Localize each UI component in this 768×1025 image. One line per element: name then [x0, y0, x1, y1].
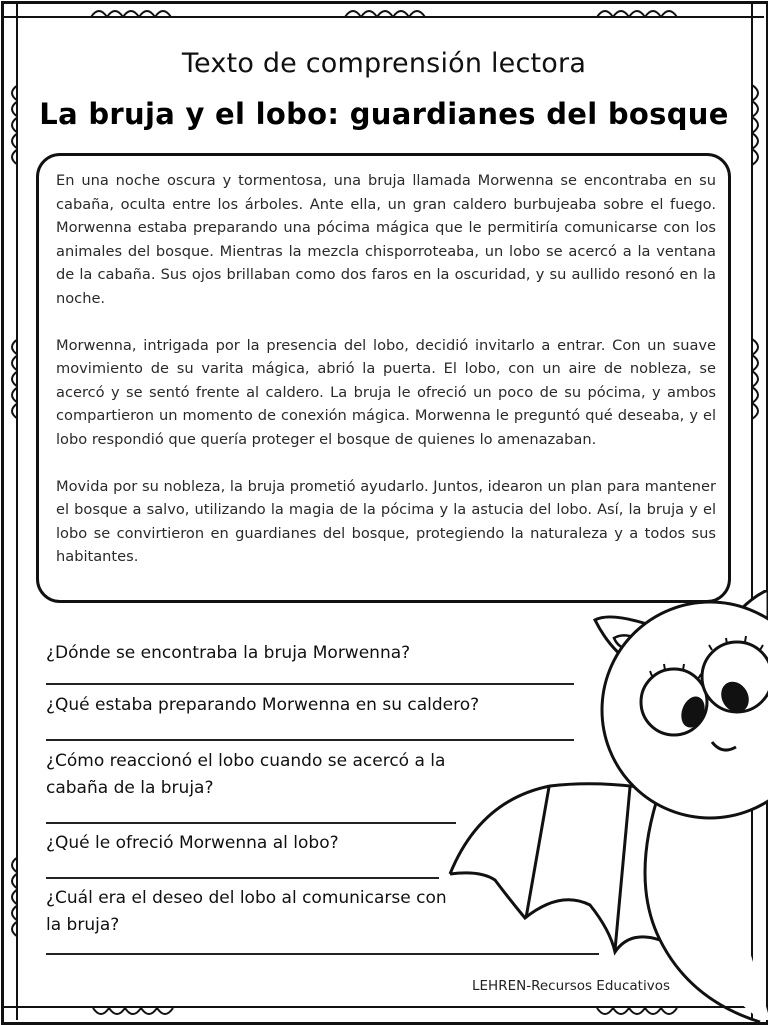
question-5-line-1: ¿Cuál era el deseo del lobo al comunicarse con: [46, 888, 447, 908]
question-5-line-2: la bruja?: [46, 915, 120, 935]
worksheet-subtitle: Texto de comprensión lectora: [181, 48, 587, 79]
question-3-line-2: cabaña de la bruja?: [46, 778, 214, 798]
answer-line-4[interactable]: [46, 877, 439, 879]
question-1: ¿Dónde se encontraba la bruja Morwenna?: [46, 643, 411, 663]
story-paragraph-2: Morwenna, intrigada por la presencia del lobo, decidió invitarlo a entrar. Con un suave movimiento de su varita mágica, abrió la puerta. El lobo, con un aire de nobleza, se acercó y se sentó frente al caldero. La bruja le ofreció un poco de su pócima, y ambos compartieron un momento de conexión mágica. Morwenna le preguntó qué deseaba, y el lobo respondió que quería proteger el bosque de quienes lo amenazaban.: [56, 336, 716, 448]
story-title: La bruja y el lobo: guardianes del bosque: [39, 97, 729, 131]
scallop-top-left-decoration: [90, 5, 174, 17]
answer-line-3[interactable]: [46, 822, 456, 824]
scallop-left-middle-decoration: [6, 338, 18, 422]
answer-line-1[interactable]: [46, 683, 574, 685]
bat-illustration: [440, 590, 768, 1024]
answer-line-2[interactable]: [46, 739, 574, 741]
story-text: [56, 169, 716, 569]
answer-line-5[interactable]: [46, 953, 599, 955]
scallop-top-center-decoration: [344, 5, 428, 17]
question-3-line-1: ¿Cómo reaccionó el lobo cuando se acercó a la: [46, 751, 446, 771]
scallop-bottom-left-decoration: [92, 1008, 176, 1020]
publisher-credit: LEHREN-Recursos Educativos: [472, 978, 670, 994]
question-4: ¿Qué le ofreció Morwenna al lobo?: [46, 833, 339, 853]
story-box: [36, 153, 731, 603]
story-paragraph-3: Movida por su nobleza, la bruja prometió ayudarlo. Juntos, idearon un plan para mantener el bosque a salvo, utilizando la magia de la pócima y la astucia del lobo. Así, la bruja y el lobo se convirtieron en guardianes del bosque, protegiendo la naturaleza y a todos sus habitantes.: [56, 477, 716, 565]
scallop-top-right-decoration: [596, 5, 680, 17]
scallop-right-middle-decoration: [752, 338, 764, 422]
story-paragraph-1: En una noche oscura y tormentosa, una bruja llamada Morwenna se encontraba en su cabaña, oculta entre los árboles. Ante ella, un gran caldero burbujeaba sobre el fuego. Morwenna estaba preparando una pócima mágica que le permitiría comunicarse con los animales del bosque. Mientras la mezcla chisporroteaba, un lobo se acercó a la ventana de la cabaña. Sus ojos brillaban como dos faros en la oscuridad, y su aullido resonó en la noche.: [56, 172, 716, 307]
scallop-left-lower-decoration: [6, 856, 18, 940]
question-2: ¿Qué estaba preparando Morwenna en su caldero?: [46, 695, 480, 715]
